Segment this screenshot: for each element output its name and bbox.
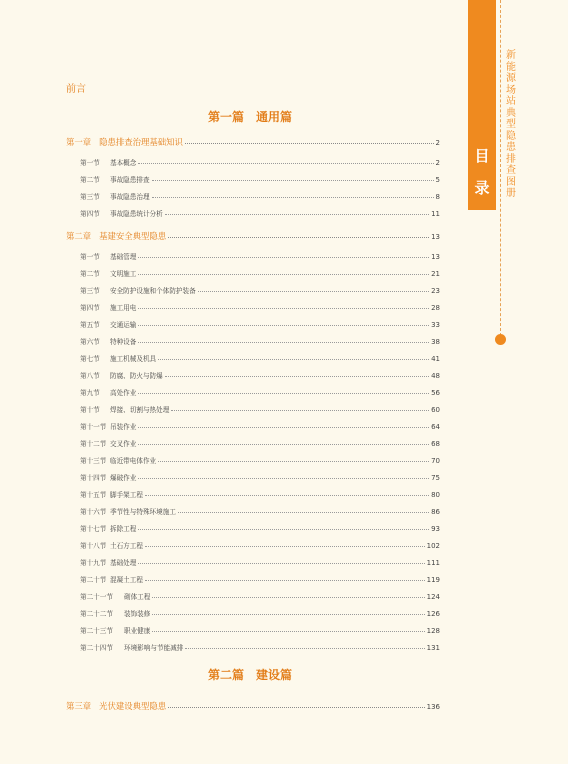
dot-leader [165,214,429,215]
chapter-number: 第三章 [66,701,92,711]
section-title: 事故隐患治理 [110,193,150,201]
section-number: 第八节 [80,372,100,380]
page-number: 2 [435,139,440,147]
section-title: 特种设备 [110,338,137,346]
dot-leader [152,614,424,615]
page-number: 60 [431,406,440,414]
dot-leader [145,580,425,581]
section-title: 职业健康 [124,627,151,635]
chapter-title: 隐患排查治理基础知识 [99,137,183,147]
toc-section[interactable] [80,642,440,654]
page-number: 8 [435,193,440,201]
section-number: 第一节 [80,253,100,261]
section-number: 第六节 [80,338,100,346]
section-title: 砌体工程 [124,593,151,601]
page-number: 11 [431,210,440,218]
toc-section[interactable] [80,557,440,569]
toc-section[interactable] [80,523,440,535]
chapter-number: 第一章 [66,137,92,147]
dot-leader [138,478,429,479]
section-title: 环境影响与节能减排 [124,644,184,652]
dot-leader [138,427,429,428]
toc-section[interactable] [80,421,440,433]
dot-leader [138,529,429,530]
section-number: 第十九节 [80,559,107,567]
dot-leader [138,325,429,326]
page-number: 23 [431,287,440,295]
section-number: 第十节 [80,406,100,414]
section-number: 第十五节 [80,491,107,499]
toc-section[interactable] [80,268,440,280]
page-number: 5 [435,176,440,184]
dot-leader [168,707,425,708]
dot-leader [138,342,429,343]
section-number: 第四节 [80,210,100,218]
section-title: 脚手架工程 [110,491,143,499]
toc-section[interactable] [80,506,440,518]
page-number: 13 [431,253,440,261]
book-title-vertical: 新能源场站典型隐患排查图册 [506,50,516,199]
toc-section[interactable] [80,404,440,416]
toc-section[interactable] [80,285,440,297]
section-number: 第二节 [80,176,100,184]
toc-section[interactable] [80,353,440,365]
toc-section[interactable] [80,574,440,586]
page-number: 131 [426,644,440,652]
section-title: 爆破作业 [110,474,137,482]
section-number: 第一节 [80,159,100,167]
dot-leader [138,257,429,258]
dot-leader [185,143,434,144]
section-number: 第十六节 [80,508,107,516]
chapter-number: 第二章 [66,231,92,241]
section-number: 第十四节 [80,474,107,482]
page-number: 56 [431,389,440,397]
toc-section[interactable] [80,208,440,220]
page-number: 68 [431,440,440,448]
section-number: 第二节 [80,270,100,278]
dot-leader [152,197,434,198]
page-number: 75 [431,474,440,482]
toc-section[interactable] [80,472,440,484]
page-number: 38 [431,338,440,346]
toc-section[interactable] [80,387,440,399]
page-number: 64 [431,423,440,431]
page-number: 70 [431,457,440,465]
page-number: 128 [426,627,440,635]
dot-leader [158,359,429,360]
dot-leader [145,495,429,496]
dot-leader [198,291,429,292]
section-title: 交叉作业 [110,440,137,448]
section-number: 第十一节 [80,423,107,431]
toc-section[interactable] [80,302,440,314]
toc-section[interactable] [80,157,440,169]
contents-label: 目录 [474,147,490,197]
toc-section[interactable] [80,370,440,382]
toc-section[interactable] [80,591,440,603]
toc-section[interactable] [80,438,440,450]
section-title: 焊接、切割与热处理 [110,406,170,414]
page-number: 93 [431,525,440,533]
section-number: 第十三节 [80,457,107,465]
page-number: 86 [431,508,440,516]
dot-leader [152,631,424,632]
toc-section[interactable] [80,608,440,620]
section-title: 临近带电体作业 [110,457,157,465]
section-number: 第二十一节 [80,593,113,601]
dot-leader [138,563,424,564]
dot-leader [178,512,429,513]
page-number: 80 [431,491,440,499]
section-number: 第十八节 [80,542,107,550]
dot-leader [168,237,429,238]
section-title: 基础管理 [110,253,137,261]
section-number: 第三节 [80,287,100,295]
section-number: 第十七节 [80,525,107,533]
toc-section[interactable] [80,336,440,348]
page-number: 126 [426,610,440,618]
toc-section[interactable] [80,319,440,331]
toc-chapter-1[interactable] [66,136,440,148]
toc-section[interactable] [80,625,440,637]
section-title: 施工用电 [110,304,137,312]
section-title: 吊装作业 [110,423,137,431]
page-number: 136 [426,703,440,711]
section-title: 防腐、防火与防爆 [110,372,163,380]
toc-section[interactable] [80,489,440,501]
page-number: 48 [431,372,440,380]
chapter-title: 基建安全典型隐患 [99,231,167,241]
toc-foreword[interactable]: 前言 [66,84,86,95]
dot-leader [171,410,429,411]
page-number: 41 [431,355,440,363]
section-title: 装饰装修 [124,610,151,618]
sidebar-dashed-line [500,0,501,336]
section-title: 安全防护设施和个体防护装备 [110,287,196,295]
page-number: 111 [426,559,440,567]
section-number: 第七节 [80,355,100,363]
section-number: 第二十三节 [80,627,113,635]
page-number: 102 [426,542,440,550]
page-number: 13 [431,233,440,241]
section-number: 第二十二节 [80,610,113,618]
section-title: 文明施工 [110,270,137,278]
section-title: 施工机械及机具 [110,355,157,363]
dot-leader [138,308,429,309]
section-number: 第二十节 [80,576,107,584]
section-title: 交通运输 [110,321,137,329]
section-number: 第二十四节 [80,644,113,652]
toc-section[interactable] [80,174,440,186]
page-number: 2 [435,159,440,167]
page-number: 124 [426,593,440,601]
toc-chapter-3[interactable] [66,700,440,712]
dot-leader [138,274,429,275]
toc-section[interactable] [80,455,440,467]
chapter-title: 光伏建设典型隐患 [99,701,167,711]
sidebar-dot [495,334,506,345]
dot-leader [158,461,429,462]
section-title: 高处作业 [110,389,137,397]
dot-leader [165,376,429,377]
section-title: 季节性与特殊环境施工 [110,508,176,516]
section-title: 事故隐患统计分析 [110,210,163,218]
section-number: 第三节 [80,193,100,201]
toc-section[interactable] [80,251,440,263]
toc-section[interactable] [80,191,440,203]
dot-leader [152,180,434,181]
dot-leader [138,444,429,445]
toc-section[interactable] [80,540,440,552]
section-number: 第四节 [80,304,100,312]
section-title: 土石方工程 [110,542,143,550]
section-title: 拆除工程 [110,525,137,533]
dot-leader [185,648,424,649]
part-title-1: 第一篇 通用篇 [207,110,292,124]
dot-leader [145,546,425,547]
part-title-2: 第二篇 建设篇 [207,668,292,682]
section-title: 基础处理 [110,559,137,567]
page-number: 33 [431,321,440,329]
dot-leader [138,393,429,394]
section-number: 第十二节 [80,440,107,448]
toc-chapter-2[interactable] [66,230,440,242]
section-title: 事故隐患排查 [110,176,150,184]
section-number: 第五节 [80,321,100,329]
page-number: 28 [431,304,440,312]
dot-leader [138,163,433,164]
section-title: 混凝土工程 [110,576,143,584]
dot-leader [152,597,424,598]
section-number: 第九节 [80,389,100,397]
section-title: 基本概念 [110,159,137,167]
page-number: 21 [431,270,440,278]
page-number: 119 [426,576,440,584]
